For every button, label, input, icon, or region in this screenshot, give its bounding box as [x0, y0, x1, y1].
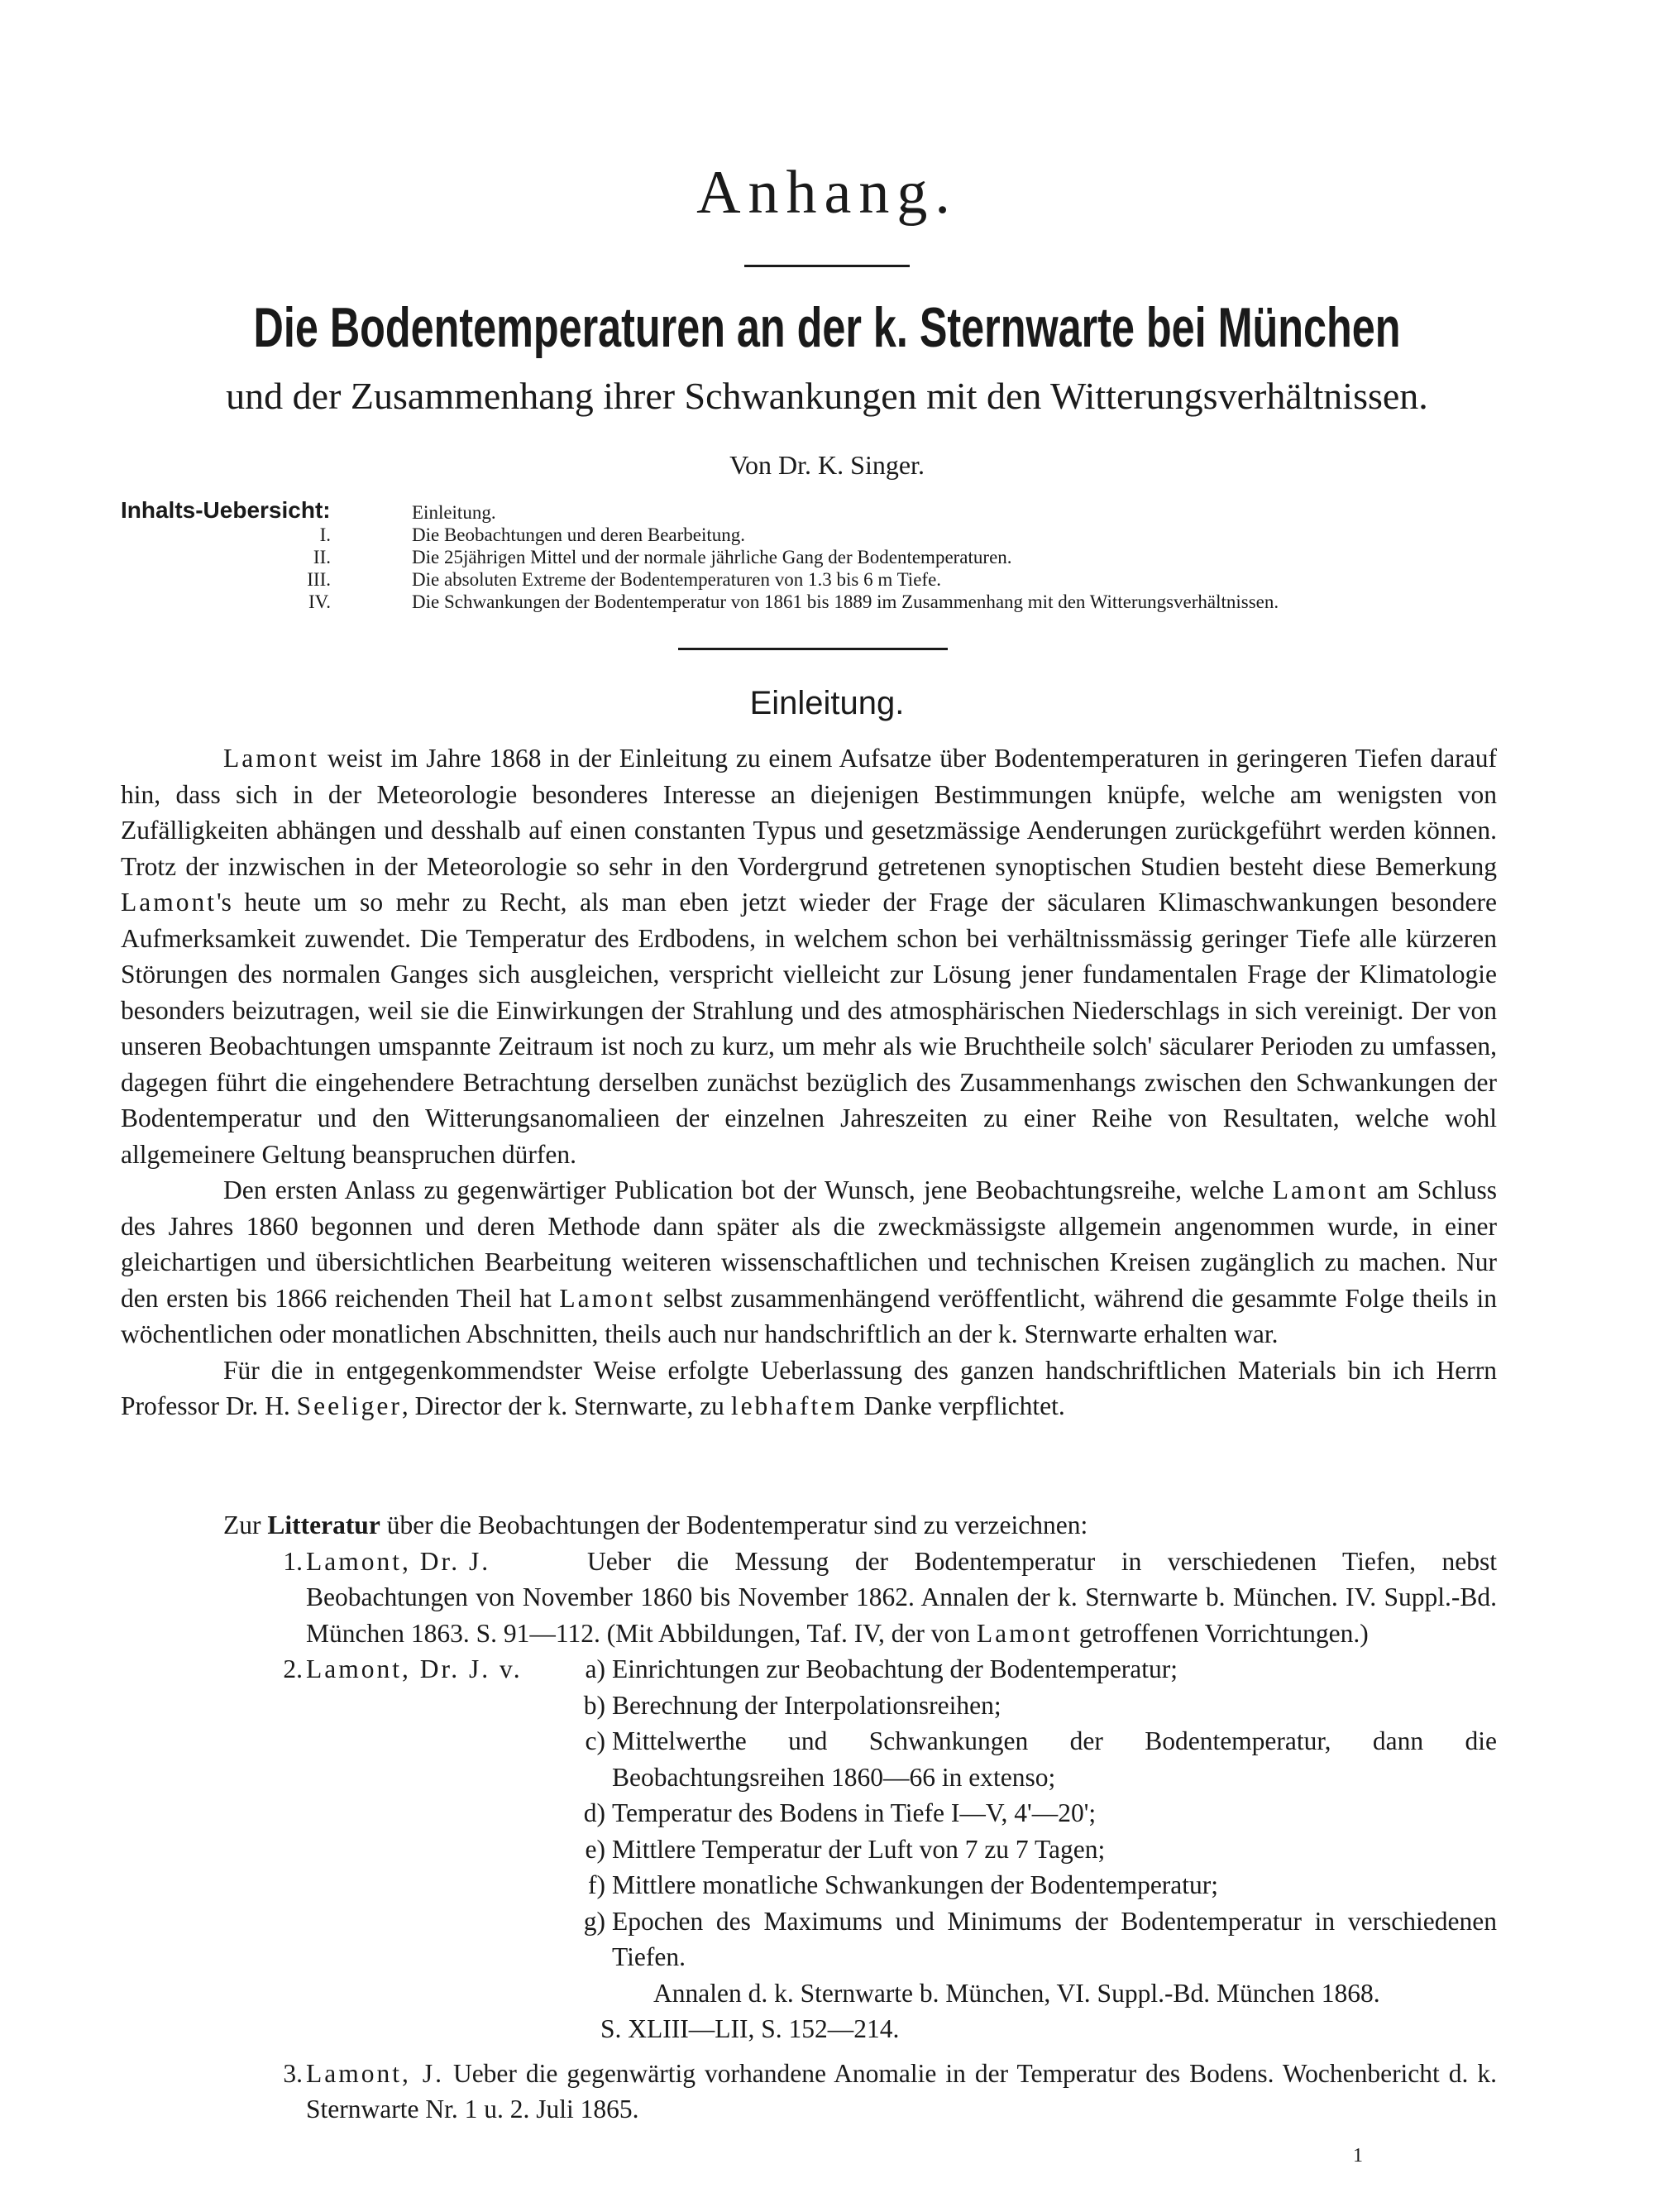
reference-number: 1. [283, 1546, 303, 1576]
reference-subitem [576, 1867, 1497, 1903]
toc-item-number: III. [307, 569, 331, 590]
subitem-text: Berechnung der Interpolationsreihen; [612, 1690, 1001, 1720]
toc-item [314, 524, 1505, 546]
reference-author: Lamont, J. [306, 2058, 444, 2088]
author-line: Von Dr. K. Singer. [729, 450, 925, 480]
reference-number: 3. [283, 2058, 303, 2088]
reference-item [121, 2056, 1497, 2128]
literature-intro [121, 1507, 1497, 1544]
paragraph-text: selbst zusammenhängend veröffentlicht, während die gesammte Folge theils in wöchentlichen oder monatlichen Abschnitten, theils auch nur handschriftlich an der k. Sternwarte erhalten war. [121, 1283, 1497, 1348]
subitem-marker: e) [585, 1834, 605, 1864]
reference-pages: S. XLIII—LII, S. 152—214. [600, 2014, 900, 2043]
toc-item-text: Die absoluten Extreme der Bodentemperaturen von 1.3 bis 6 m Tiefe. [412, 569, 942, 590]
reference-subitem [576, 1795, 1497, 1831]
reference-text-part: Ueber die Messung der Bodentemperatur in verschiedenen Tiefen, nebst Beobachtungen von November 1860 bis November 1862. Annalen der k. Sternwarte b. München. IV. Suppl.-Bd. München 1863. S. 91—112. (Mit Abbildungen, Taf. IV, der von [306, 1546, 1497, 1648]
appendix-heading: Anhang. [696, 159, 958, 227]
author-name: Lamont [1272, 1175, 1369, 1204]
toc-item-text: Die Beobachtungen und deren Bearbeitung. [412, 524, 746, 545]
reference-source: Annalen d. k. Sternwarte b. München, VI. Suppl.-Bd. München 1868. [653, 1978, 1380, 2008]
references [121, 1507, 1497, 2128]
article-title: Die Bodentemperaturen an der k. Sternwarte bei München [253, 296, 1401, 359]
reference-subitem [576, 1831, 1497, 1868]
article-subtitle: und der Zusammenhang ihrer Schwankungen mit den Witterungsverhältnissen. [226, 375, 1428, 417]
section-rule [678, 648, 948, 650]
reference-sublist [576, 1651, 1497, 1975]
reference-subitem [576, 1651, 1497, 1688]
paragraph-text: weist im Jahre 1868 in der Einleitung zu einem Aufsatze über Bodentemperaturen in geringeren Tiefen darauf hin, dass sich in der Meteorologie besonderes Interesse an diejenigen Bestimmungen knüpfe, welche am wenigsten von Zufälligkeiten abhängen und desshalb auf einen constanten Typus und gesetzmässige Aenderungen zurückgeführt werden können. Trotz der inzwischen in der Meteorologie so sehr in den Vordergrund getretenen synoptischen Studien besteht diese Bemerkung [121, 744, 1497, 881]
reference-text-part: getroffenen Vorrichtungen.) [1072, 1618, 1369, 1648]
reference-text [306, 2056, 1497, 2128]
toc-item [308, 591, 1505, 613]
toc-item-number: IV. [308, 591, 331, 612]
paragraph-text: , Director der k. Sternwarte, zu [401, 1391, 731, 1420]
paragraph [121, 1172, 1497, 1353]
body-text [121, 740, 1497, 1424]
toc-item-number: II. [313, 547, 331, 567]
reference-number: 2. [283, 1654, 303, 1683]
paragraph-text: Für die in entgegenkommendster Weise erfolgte Ueberlassung des ganzen handschriftlichen Materials bin ich Herrn Professor Dr. H. [121, 1355, 1497, 1420]
subitem-marker: c) [585, 1726, 605, 1755]
subitem-marker: a) [585, 1654, 605, 1683]
literature-intro-text: Zur [223, 1511, 268, 1539]
author-name: Lamont [976, 1618, 1073, 1648]
reference-author: Lamont, Dr. J. v. [306, 1654, 523, 1683]
page-number: 1 [1353, 2145, 1363, 2167]
person-name: Seeliger [296, 1391, 402, 1420]
reference-item [121, 1651, 1497, 2047]
subitem-text: Einrichtungen zur Beobachtung der Bodentemperatur; [612, 1654, 1178, 1683]
reference-subitem [576, 1688, 1497, 1724]
author-name: Lamont [223, 744, 319, 773]
author-name: Lamont [559, 1283, 656, 1313]
reference-author: Lamont, Dr. J. [306, 1546, 491, 1576]
subitem-marker: d) [583, 1798, 605, 1827]
reference-text-part: Ueber die gegenwärtig vorhandene Anomalie in der Temperatur des Bodens. Wochenbericht d. k. Sternwarte Nr. 1 u. 2. Juli 1865. [306, 2058, 1497, 2123]
paragraph-text: am Schluss des Jahres 1860 begonnen und deren Methode dann später als die zweckmässigste allgemein angenommen wurde, in einer gleichartigen und übersichtlichen Bearbeitung weiteren wissenschaftlichen und technischen Kreisen zugänglich zu machen. Nur den ersten bis 1866 reichenden Theil hat [121, 1175, 1497, 1313]
toc-item-text: Die 25jährigen Mittel und der normale jährliche Gang der Bodentemperaturen. [412, 547, 1012, 567]
author-name: Lamont [121, 888, 217, 917]
toc-intro-row [314, 501, 1505, 524]
subitem-text: Mittelwerthe und Schwankungen der Bodentemperatur, dann die Beobachtungsreihen 1860—66 in extenso; [612, 1726, 1497, 1792]
subitem-text: Epochen des Maximums und Minimums der Bodentemperatur in verschiedenen Tiefen. [612, 1906, 1497, 1971]
heading-rule [744, 265, 910, 267]
subitem-marker: b) [583, 1690, 605, 1720]
subitem-marker: f) [588, 1870, 605, 1899]
reference-item [121, 1544, 1497, 1652]
paragraph [121, 1353, 1497, 1424]
literature-label: Litteratur [267, 1511, 380, 1539]
subitem-text: Mittlere monatliche Schwankungen der Bodentemperatur; [612, 1870, 1219, 1899]
toc-item-text: Die Schwankungen der Bodentemperatur von 1861 bis 1889 im Zusammenhang mit den Witterungsverhältnissen. [412, 591, 1279, 612]
reference-subitem [576, 1903, 1497, 1975]
paragraph-text: 's heute um so mehr zu Recht, als man eben jetzt wieder der Frage der säcularen Klimaschwankungen besondere Aufmerksamkeit zuwendet. Die Temperatur des Erdbodens, in welchem schon bei verhältnissmässig geringer Tiefe alle kürzeren Störungen des normalen Ganges sich ausgleichen, verspricht vielleicht zur Lösung jener fundamentalen Frage der Klimatologie besonders beizutragen, weil sie die Einwirkungen der Strahlung und des atmosphärischen Niederschlags in sich vereinigt. Der von unseren Beobachtungen umspannte Zeitraum ist noch zu kurz, um mehr als wie Bruchtheile solch' säcularer Perioden zu umfassen, dagegen führt die eingehendere Betrachtung derselben zunächst bezüglich des Zusammenhangs zwischen den Schwankungen der Bodentemperatur und den Witterungsanomalieen der einzelnen Jahreszeiten zu einer Reihe von Resultaten, welche wohl allgemeinere Geltung beanspruchen dürfen. [121, 888, 1497, 1169]
emphasis: lebhaftem [730, 1391, 858, 1420]
toc-item-number: I. [319, 524, 331, 545]
subitem-text: Mittlere Temperatur der Luft von 7 zu 7 Tagen; [612, 1834, 1106, 1864]
toc-intro: Einleitung. [412, 502, 496, 523]
toc-item [307, 568, 1505, 591]
paragraph-text: Danke verpflichtet. [857, 1391, 1065, 1420]
toc-label: Inhalts-Uebersicht: [121, 497, 331, 523]
subitem-marker: g) [583, 1906, 605, 1936]
section-title: Einleitung. [749, 685, 905, 721]
paragraph [121, 740, 1497, 1172]
subitem-text: Temperatur des Bodens in Tiefe I—V, 4'—20'; [612, 1798, 1097, 1827]
toc-item [314, 546, 1505, 568]
reference-subitem [576, 1723, 1497, 1795]
paragraph-text: Den ersten Anlass zu gegenwärtiger Publication bot der Wunsch, jene Beobachtungsreihe, welche [223, 1175, 1273, 1204]
literature-intro-text: über die Beobachtungen der Bodentemperatur sind zu verzeichnen: [380, 1511, 1088, 1539]
